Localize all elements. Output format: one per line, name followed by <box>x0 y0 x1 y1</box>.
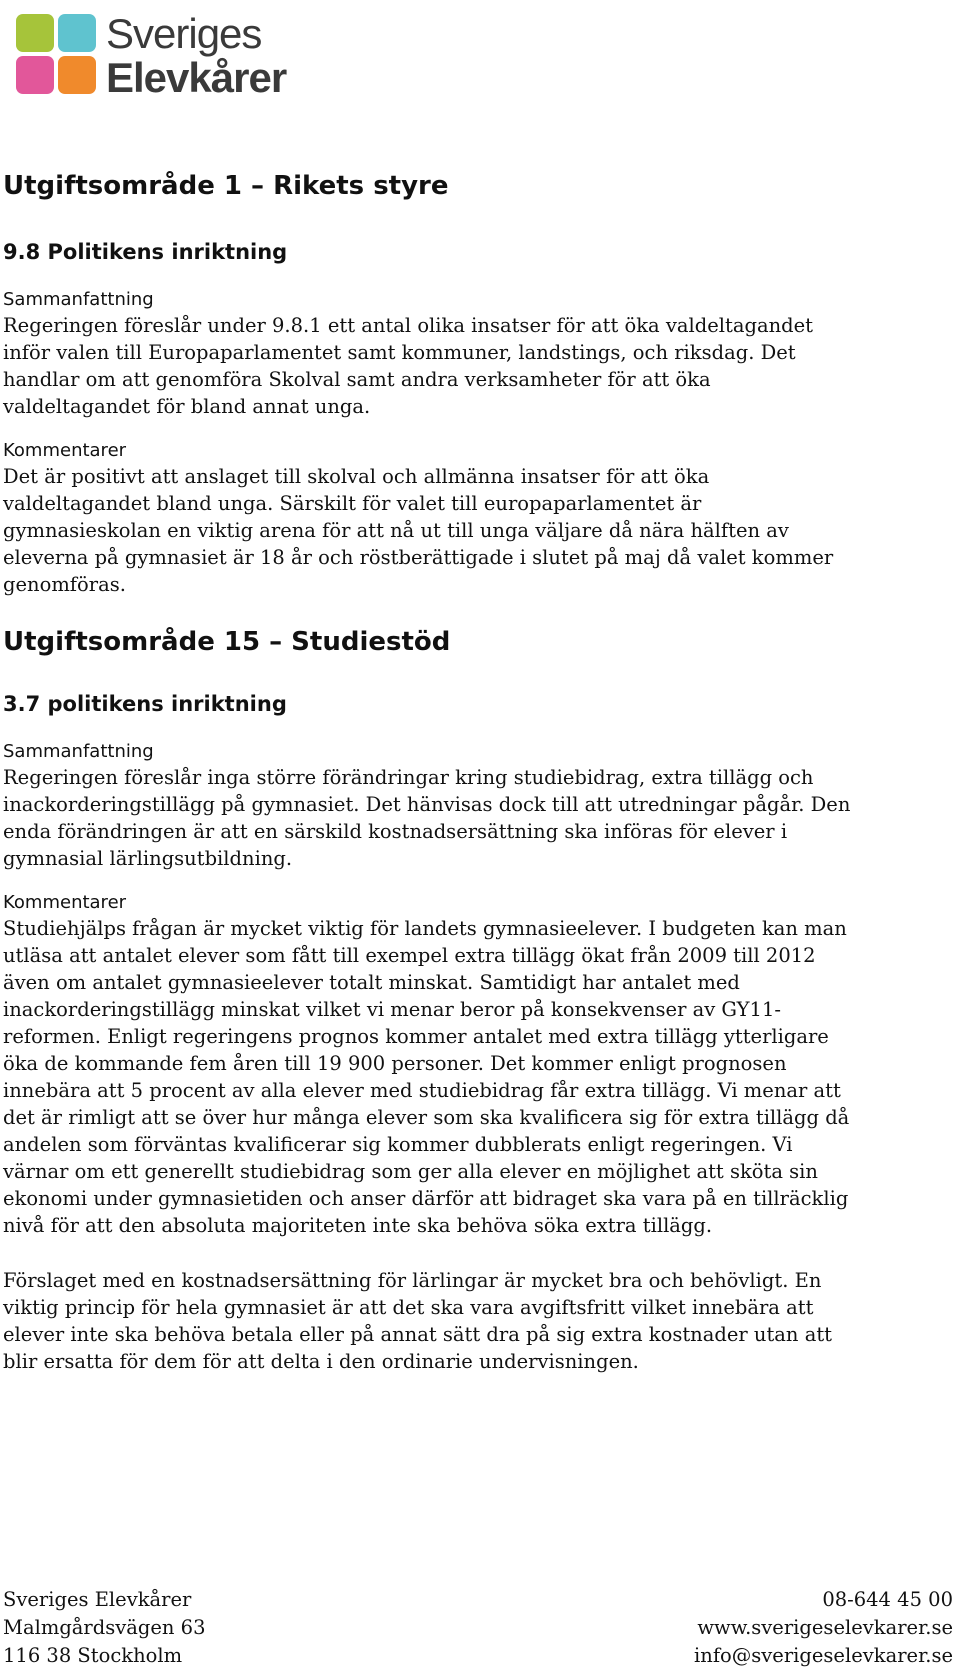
footer-phone: 08-644 45 00 <box>822 1588 953 1611</box>
text-line: öka de kommande fem åren till 19 900 personer. Det kommer enligt prognosen <box>3 1052 787 1075</box>
text-line: innebära att 5 procent av alla elever med studiebidrag får extra tillägg. Vi menar att <box>3 1079 841 1102</box>
document-content <box>3 170 953 1375</box>
text-line: nivå för att den absoluta majoriteten inte ska behöva söka extra tillägg. <box>3 1214 713 1237</box>
footer-address <box>3 1586 205 1670</box>
text-line: inackorderingstillägg på gymnasiet. Det hänvisas dock till att utredningar pågår. Den <box>3 793 851 816</box>
section2-comments-label: Kommentarer <box>3 892 127 913</box>
text-line: det är rimligt att se över hur många elever som ska kvalificera sig för extra tillägg då <box>3 1106 850 1129</box>
section2-summary-label: Sammanfattning <box>3 741 154 762</box>
section1-subheading: 9.8 Politikens inriktning <box>3 240 288 264</box>
footer-website-link[interactable]: www.sverigeselevkarer.se <box>697 1616 953 1639</box>
text-line: Regeringen föreslår under 9.8.1 ett antal olika insatser för att öka valdeltagandet <box>3 314 813 337</box>
section2-closing-text <box>3 1267 953 1375</box>
section1-heading: Utgiftsområde 1 – Rikets styre <box>3 171 449 201</box>
text-line: handlar om att genomföra Skolval samt andra verksamheter för att öka <box>3 368 711 391</box>
section2-heading: Utgiftsområde 15 – Studiestöd <box>3 627 451 657</box>
section1-summary-label: Sammanfattning <box>3 289 154 310</box>
text-line: även om antalet gymnasieelever totalt minskat. Samtidigt har antalet med <box>3 971 740 994</box>
section2-summary-text <box>3 764 953 872</box>
logo-blue-square <box>58 14 96 52</box>
text-line: Regeringen föreslår inga större förändringar kring studiebidrag, extra tillägg och <box>3 766 814 789</box>
text-line: enda förändringen är att en särskild kostnadsersättning ska införas för elever i <box>3 820 788 843</box>
logo-text-line2: Elevkårer <box>106 54 287 101</box>
section1-summary-text <box>3 312 953 420</box>
footer-street: Malmgårdsvägen 63 <box>3 1616 206 1639</box>
section1-comments-text <box>3 463 953 598</box>
text-line: viktig princip för hela gymnasiet är att det ska vara avgiftsfritt vilket innebära att <box>3 1296 814 1319</box>
text-line: utläsa att antalet elever som fått till exempel extra tillägg ökat från 2009 till 2012 <box>3 944 816 967</box>
text-line: inackorderingstillägg minskat vilket vi menar beror på konsekvenser av GY11- <box>3 998 781 1021</box>
footer-org-name: Sveriges Elevkårer <box>3 1588 192 1611</box>
text-line: valdeltagandet bland unga. Särskilt för valet till europaparlamentet är <box>3 492 702 515</box>
text-line: elever inte ska behöva betala eller på annat sätt dra på sig extra kostnader utan att <box>3 1323 832 1346</box>
text-line: Det är positivt att anslaget till skolval och allmänna insatser för att öka <box>3 465 710 488</box>
section2-comments-text <box>3 915 953 1239</box>
text-line: Studiehjälps frågan är mycket viktig för landets gymnasieelever. I budgeten kan man <box>3 917 847 940</box>
text-line: blir ersatta för dem för att delta i den ordinarie undervisningen. <box>3 1350 639 1373</box>
text-line: genomföras. <box>3 573 126 596</box>
footer-email-link[interactable]: info@sverigeselevkarer.se <box>694 1644 953 1667</box>
section1-comments-label: Kommentarer <box>3 440 127 461</box>
logo-orange-square <box>58 56 96 94</box>
text-line: inför valen till Europaparlamentet samt kommuner, landstings, och riksdag. Det <box>3 341 796 364</box>
text-line: ekonomi under gymnasietiden och anser därför att bidraget ska vara på en tillräcklig <box>3 1187 849 1210</box>
logo-pink-square <box>16 56 54 94</box>
footer-contact <box>694 1586 953 1670</box>
text-line: värnar om ett generellt studiebidrag som ger alla elever en möjlighet att sköta sin <box>3 1160 818 1183</box>
text-line: valdeltagandet för bland annat unga. <box>3 395 371 418</box>
text-line: Förslaget med en kostnadsersättning för lärlingar är mycket bra och behövligt. En <box>3 1269 822 1292</box>
text-line: eleverna på gymnasiet är 18 år och röstberättigade i slutet på maj då valet kommer <box>3 546 834 569</box>
section2-subheading: 3.7 politikens inriktning <box>3 692 287 716</box>
sveriges-elevkarer-logo <box>16 10 306 104</box>
logo-text-line1: Sveriges <box>106 10 262 57</box>
footer-city: 116 38 Stockholm <box>3 1644 183 1667</box>
logo-green-square <box>16 14 54 52</box>
text-line: reformen. Enligt regeringens prognos kommer antalet med extra tillägg ytterligare <box>3 1025 829 1048</box>
text-line: gymnasial lärlingsutbildning. <box>3 847 293 870</box>
text-line: gymnasieskolan en viktig arena för att nå ut till unga väljare då nära hälften av <box>3 519 789 542</box>
text-line: andelen som förväntas kvalificerar sig kommer dubblerats enligt regeringen. Vi <box>3 1133 793 1156</box>
